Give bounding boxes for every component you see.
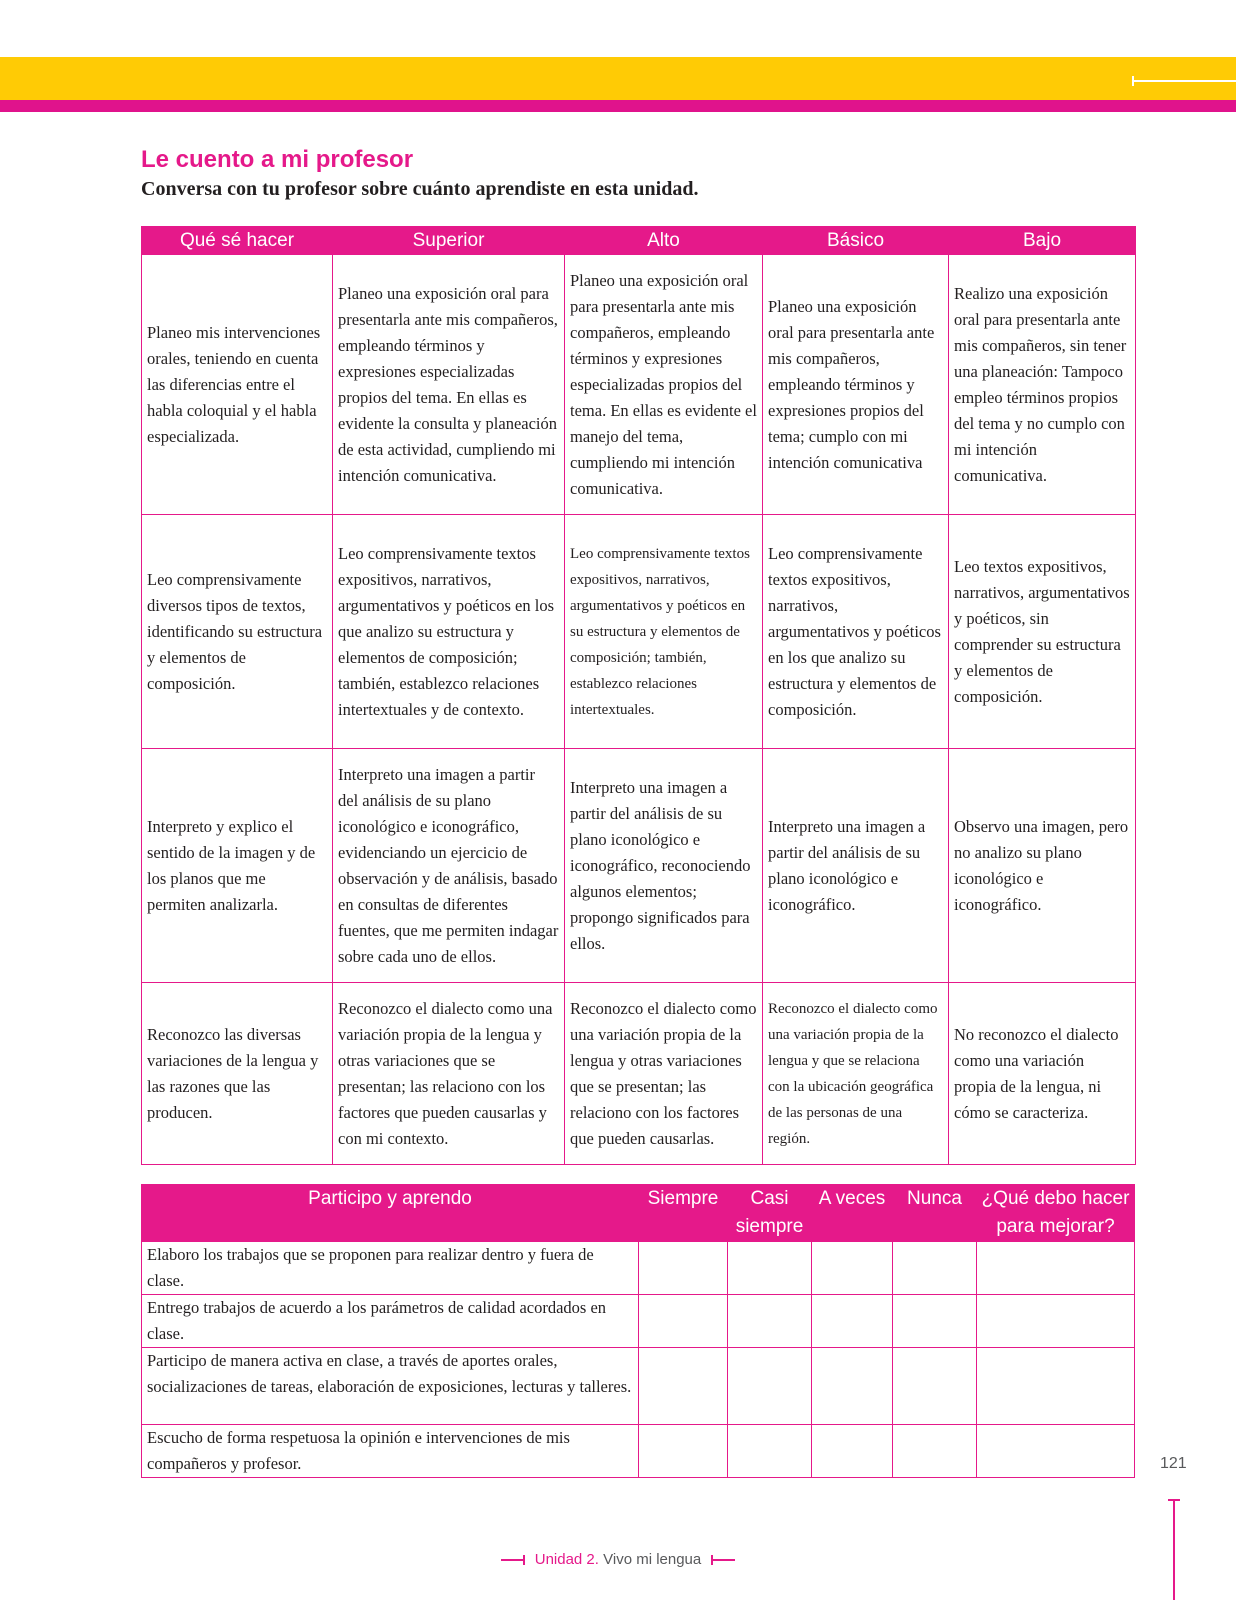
rubric-alto-cell: Leo comprensivamente textos expositivos, narrativos, argumentativos y poéticos en su estructura y elementos de composición; también, establezco relaciones intertextuales.	[565, 515, 763, 749]
footer-unit-title: Vivo mi lengua	[603, 1551, 702, 1568]
header-band-yellow	[0, 57, 1236, 100]
selfeval-header-nunca: Nunca	[893, 1185, 977, 1242]
rubric-skill-cell: Reconozco las diversas variaciones de la lengua y las razones que las producen.	[142, 983, 333, 1165]
rubric-bajo-cell: Realizo una exposición oral para presentarla ante mis compañeros, sin tener una planeación: Tampoco empleo términos propios del tema y no cumplo con mi intención comunicativa.	[949, 255, 1136, 515]
rubric-alto-cell: Reconozco el dialecto como una variación propia de la lengua y otras variaciones que se presentan; las relaciono con los factores que pueden causarlas.	[565, 983, 763, 1165]
rubric-header-superior: Superior	[333, 227, 565, 255]
rubric-bajo-cell: Observo una imagen, pero no analizo su plano iconológico e iconográfico.	[949, 749, 1136, 983]
page-title: Le cuento a mi profesor	[141, 146, 414, 173]
selfeval-header-row	[142, 1185, 1135, 1242]
rubric-skill-cell: Leo comprensivamente diversos tipos de textos, identificando su estructura y elementos de composición.	[142, 515, 333, 749]
selfeval-row	[142, 1295, 1135, 1348]
selfeval-siempre-cell[interactable]	[639, 1295, 728, 1348]
selfeval-nunca-cell[interactable]	[893, 1295, 977, 1348]
selfeval-row	[142, 1348, 1135, 1425]
footer-rule-left	[501, 1559, 525, 1561]
rubric-basico-cell: Reconozco el dialecto como una variación propia de la lengua y que se relaciona con la ubicación geográfica de las personas de una región.	[763, 983, 949, 1165]
header-rule	[1132, 80, 1236, 82]
rubric-header-alto: Alto	[565, 227, 763, 255]
selfeval-header-siempre: Siempre	[639, 1185, 728, 1242]
selfeval-mejorar-cell[interactable]	[977, 1425, 1135, 1478]
rubric-alto-cell: Interpreto una imagen a partir del análisis de su plano iconológico e iconográfico, reconociendo algunos elementos; propongo significados para ellos.	[565, 749, 763, 983]
page-side-rule	[1173, 1499, 1175, 1600]
selfeval-casi-siempre-cell[interactable]	[728, 1425, 812, 1478]
rubric-basico-cell: Planeo una exposición oral para presentarla ante mis compañeros, empleando términos y expresiones propios del tema; cumplo con mi intención comunicativa	[763, 255, 949, 515]
rubric-row	[142, 749, 1136, 983]
selfeval-siempre-cell[interactable]	[639, 1348, 728, 1425]
rubric-bajo-cell: Leo textos expositivos, narrativos, argumentativos y poéticos, sin comprender su estructura y elementos de composición.	[949, 515, 1136, 749]
rubric-row	[142, 515, 1136, 749]
page-subtitle: Conversa con tu profesor sobre cuánto aprendiste en esta unidad.	[141, 178, 699, 200]
rubric-header-skill: Qué sé hacer	[142, 227, 333, 255]
rubric-skill-cell: Planeo mis intervenciones orales, teniendo en cuenta las diferencias entre el habla coloquial y el habla especializada.	[142, 255, 333, 515]
selfeval-header-item: Participo y aprendo	[142, 1185, 639, 1242]
selfeval-mejorar-cell[interactable]	[977, 1348, 1135, 1425]
rubric-superior-cell: Planeo una exposición oral para presentarla ante mis compañeros, empleando términos y expresiones especializadas propios del tema. En ellas es evidente la consulta y planeación de esta actividad, cumpliendo mi intención comunicativa.	[333, 255, 565, 515]
rubric-table	[141, 226, 1136, 1165]
selfeval-item-text: Elaboro los trabajos que se proponen para realizar dentro y fuera de clase.	[142, 1242, 639, 1295]
rubric-skill-cell: Interpreto y explico el sentido de la imagen y de los planos que me permiten analizarla.	[142, 749, 333, 983]
footer-unit: Unidad 2.	[534, 1551, 599, 1568]
rubric-basico-cell: Interpreto una imagen a partir del análisis de su plano iconológico e iconográfico.	[763, 749, 949, 983]
selfeval-row	[142, 1425, 1135, 1478]
selfeval-a-veces-cell[interactable]	[812, 1425, 893, 1478]
selfeval-header-mejorar: ¿Qué debo hacer para mejorar?	[977, 1185, 1135, 1242]
header-band-magenta	[0, 100, 1236, 112]
selfeval-item-text: Escucho de forma respetuosa la opinión e intervenciones de mis compañeros y profesor.	[142, 1425, 639, 1478]
selfeval-nunca-cell[interactable]	[893, 1242, 977, 1295]
self-evaluation-table	[141, 1184, 1135, 1478]
rubric-header-row	[142, 227, 1136, 255]
selfeval-casi-siempre-cell[interactable]	[728, 1295, 812, 1348]
rubric-row	[142, 983, 1136, 1165]
rubric-bajo-cell: No reconozco el dialecto como una variación propia de la lengua, ni cómo se caracteriza.	[949, 983, 1136, 1165]
selfeval-nunca-cell[interactable]	[893, 1425, 977, 1478]
page-footer	[0, 1551, 1236, 1568]
selfeval-mejorar-cell[interactable]	[977, 1242, 1135, 1295]
selfeval-mejorar-cell[interactable]	[977, 1295, 1135, 1348]
selfeval-header-casi-siempre: Casi siempre	[728, 1185, 812, 1242]
selfeval-casi-siempre-cell[interactable]	[728, 1242, 812, 1295]
rubric-superior-cell: Leo comprensivamente textos expositivos, narrativos, argumentativos y poéticos en los que analizo su estructura y elementos de composición; también, establezco relaciones intertextuales y de contexto.	[333, 515, 565, 749]
selfeval-siempre-cell[interactable]	[639, 1425, 728, 1478]
rubric-superior-cell: Interpreto una imagen a partir del análisis de su plano iconológico e iconográfico, evidenciando un ejercicio de observación y de análisis, basado en consultas de diferentes fuentes, que me permiten indagar sobre cada uno de ellos.	[333, 749, 565, 983]
selfeval-casi-siempre-cell[interactable]	[728, 1348, 812, 1425]
selfeval-row	[142, 1242, 1135, 1295]
selfeval-a-veces-cell[interactable]	[812, 1242, 893, 1295]
selfeval-a-veces-cell[interactable]	[812, 1348, 893, 1425]
selfeval-item-text: Participo de manera activa en clase, a través de aportes orales, socializaciones de tareas, elaboración de exposiciones, lecturas y talleres.	[142, 1348, 639, 1425]
header-rule-tick	[1132, 76, 1134, 86]
rubric-header-basico: Básico	[763, 227, 949, 255]
rubric-alto-cell: Planeo una exposición oral para presentarla ante mis compañeros, empleando términos y expresiones especializadas propios del tema. En ellas es evidente el manejo del tema, cumpliendo mi intención comunicativa.	[565, 255, 763, 515]
selfeval-a-veces-cell[interactable]	[812, 1295, 893, 1348]
rubric-superior-cell: Reconozco el dialecto como una variación propia de la lengua y otras variaciones que se presentan; las relaciono con los factores que pueden causarlas y con mi contexto.	[333, 983, 565, 1165]
footer-rule-right	[711, 1559, 735, 1561]
rubric-header-bajo: Bajo	[949, 227, 1136, 255]
page-side-rule-tick	[1168, 1499, 1180, 1501]
selfeval-header-a-veces: A veces	[812, 1185, 893, 1242]
rubric-basico-cell: Leo comprensivamente textos expositivos, narrativos, argumentativos y poéticos en los que analizo su estructura y elementos de composición.	[763, 515, 949, 749]
selfeval-nunca-cell[interactable]	[893, 1348, 977, 1425]
rubric-row	[142, 255, 1136, 515]
selfeval-item-text: Entrego trabajos de acuerdo a los parámetros de calidad acordados en clase.	[142, 1295, 639, 1348]
selfeval-siempre-cell[interactable]	[639, 1242, 728, 1295]
page-number: 121	[1160, 1455, 1187, 1472]
